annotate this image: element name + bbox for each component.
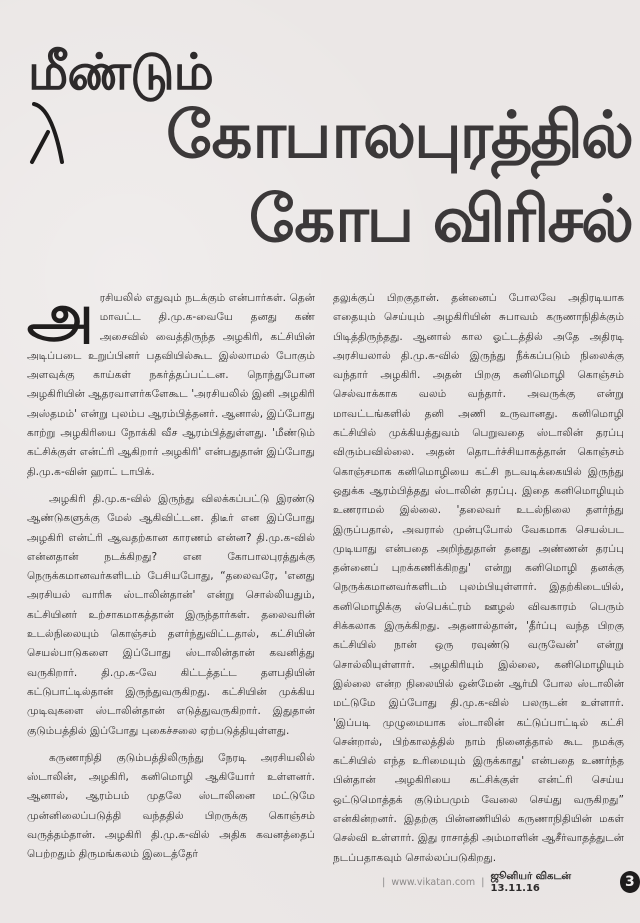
headline-line-1: மீண்டும் [28, 43, 213, 101]
website-link[interactable]: www.vikatan.com [391, 876, 476, 888]
page-number-badge: 3 [620, 871, 640, 893]
article-paragraph [27, 281, 315, 482]
footer-separator: | [481, 876, 485, 888]
headline-line-3: கோப விரிசல் [248, 183, 632, 257]
article-column-right [333, 289, 624, 868]
article-paragraph: தலுக்குப் பிறகுதான். தன்னைப் போலவே அதிரடியாக எதையும் செய்யும் அழகிரியின் சுபாவம் கருணாநிதிக்கும் பிடித்திருந்தது. ஆனால் கால ஓட்டத்தில் அதே அதிரடி அரசியலால் தி.மு.க-வில் இருந்து நீக்கப்படும் நிலைக்கு வந்தார் அழகிரி. அதன் பிறகு கனிமொழி கொஞ்சம் செல்வாக்காக வலம் வந்தார். அவருக்கு என்று மாவட்டங்களில் தனி அணி உருவானது. கனிமொழி கட்சியில் முக்கியத்துவம் பெறுவதை ஸ்டாலின் தரப்பு விரும்பவில்லை. அதன் தொடர்ச்சியாகத்தான் கொஞ்சம் கொஞ்சமாக கனிமொழியை கட்சி நடவடிக்கையில் இருந்து ஒதுக்க ஆரம்பித்தது ஸ்டாலின் தரப்பு. இதை கனிமொழியும் உணராமல் இல்லை. 'தலைவர் உடல்நிலை தளர்ந்து இருப்பதால், அவரால் முன்புபோல் வேகமாக செயல்பட முடியாது என்பதை அறிந்துதான் தனது அண்ணன் தரப்பு தன்னைப் புறக்கணிக்கிறது' என்று கனிமொழி தனக்கு நெருக்கமானவர்களிடம் புலம்பியுள்ளார். இதற்கிடையில், கனிமொழிக்கு ஸ்பெக்ட்ரம் ஊழல் விவகாரம் பெரும் சிக்கலாக இருக்கிறது. அதனால்தான், 'தீர்ப்பு வந்த பிறகு கட்சியில் நான் ஒரு ரவுண்டு வருவேன்' என்று சொல்லியுள்ளார். அழகிரியும் இல்லை, கனிமொழியும் இல்லை என்ற நிலையில் ஒன்மேன் ஆர்மி போல ஸ்டாலின் மட்டுமே இப்போது தி.மு.க-வில் பலருடன் உள்ளார். 'இப்படி முழுமையாக ஸ்டாலின் கட்டுப்பாட்டில் கட்சி சென்றால், பிற்காலத்தில் நாம் நினைத்தால் கூட நமக்கு கட்சியில் எந்த உரிமையும் இருக்காது' என்பதை உணர்ந்த பின்தான் அழகிரியை கட்சிக்குள் என்ட்ரி செய்ய ஒட்டுமொத்தக் குடும்பமும் வேலை செய்து வருகிறது” என்கின்றனர். இதற்கு பின்னணியில் கருணாநிதியின் மகள் செல்வி உள்ளார். இது ராசாத்தி அம்மாளின் ஆசீர்வாதத்துடன் நடப்பதாகவும் சொல்லப்படுகிறது. [333, 292, 624, 864]
article-column-left [27, 281, 315, 865]
footer-separator: | [382, 876, 386, 888]
article-paragraph: கருணாநிதி குடும்பத்திலிருந்து நேரடி அரசியலில் ஸ்டாலின், அழகிரி, கனிமொழி ஆகியோர் உள்ளனர். ஆனால், ஆரம்பம் முதலே ஸ்டாலினை மட்டுமே முன்னிலைப்படுத்தி வந்ததில் பிறருக்கு கொஞ்சம் வருத்தம்தான். அழகிரி தி.மு.க-வில் அதிக கவனத்தைப் பெற்றதும் திருமங்கலம் இடைத்தேர் [27, 751, 315, 861]
headline [0, 0, 640, 280]
page-footer [382, 870, 640, 894]
paragraph-text: ரசியலில் எதுவும் நடக்கும் என்பார்கள். தென் மாவட்ட தி.மு.க-வையே தனது கண் அசைவில் வைத்திருந்த அழகிரி, கட்சியின் அடிப்படை உறுப்பினர் பதவியில்கூட இல்லாமல் போகும் அளவுக்கு காய்கள் நகர்த்தப்பட்டன. நொந்துபோன அழகிரியின் ஆதரவாளர்களேகூட 'அரசியலில் இனி அழகிரி அஸ்தமம்' என்று புலம்ப ஆரம்பித்தனர். ஆனால், இப்போது காற்று அழகிரியை நோக்கி வீச ஆரம்பித்துள்ளது. 'மீண்டும் கட்சிக்குள் என்ட்ரி ஆகிறார் அழகிரி' என்பதுதான் இப்போது தி.மு.க-வின் ஹாட் டாபிக். [27, 292, 315, 478]
drop-cap: அ [27, 281, 94, 351]
magazine-issue-date: ஜூனியர் விகடன் 13.11.16 [490, 870, 572, 894]
headline-line-2: கோபாலபுரத்தில் [166, 99, 632, 173]
quote-stroke-icon [26, 98, 66, 168]
article-paragraph: அழகிரி தி.மு.க-வில் இருந்து விலக்கப்பட்டு இரண்டு ஆண்டுகளுக்கு மேல் ஆகிவிட்டன. திடீர் என இப்போது அழகிரி என்ட்ரி ஆவதற்கான காரணம் என்ன? தி.மு.க-வில் என்னதான் நடக்கிறது? என கோபாலபுரத்துக்கு நெருக்கமானவர்களிடம் பேசியபோது, “தலைவரே, 'எனது அரசியல் வாரிசு ஸ்டாலின்தான்' என்று சொல்லியதும், கட்சியினர் உற்சாகமாகத்தான் இருந்தார்கள். தலைவரின் உடல்நிலையும் கொஞ்சம் தளர்ந்துவிட்டதால், கட்சியின் செயல்பாடுகளை இப்போது ஸ்டாலின்தான் கவனித்து வருகிறார். தி.மு.க-வே கிட்டத்தட்ட தளபதியின் கட்டுபாட்டில்தான் இருந்துவருகிறது. கட்சியின் முக்கிய முடிவுகளை ஸ்டாலின்தான் எடுத்துவருகிறார். இதுதான் குடும்பத்தில் இப்போது புகைச்சலை ஏற்படுத்தியுள்ளது. [27, 492, 315, 737]
